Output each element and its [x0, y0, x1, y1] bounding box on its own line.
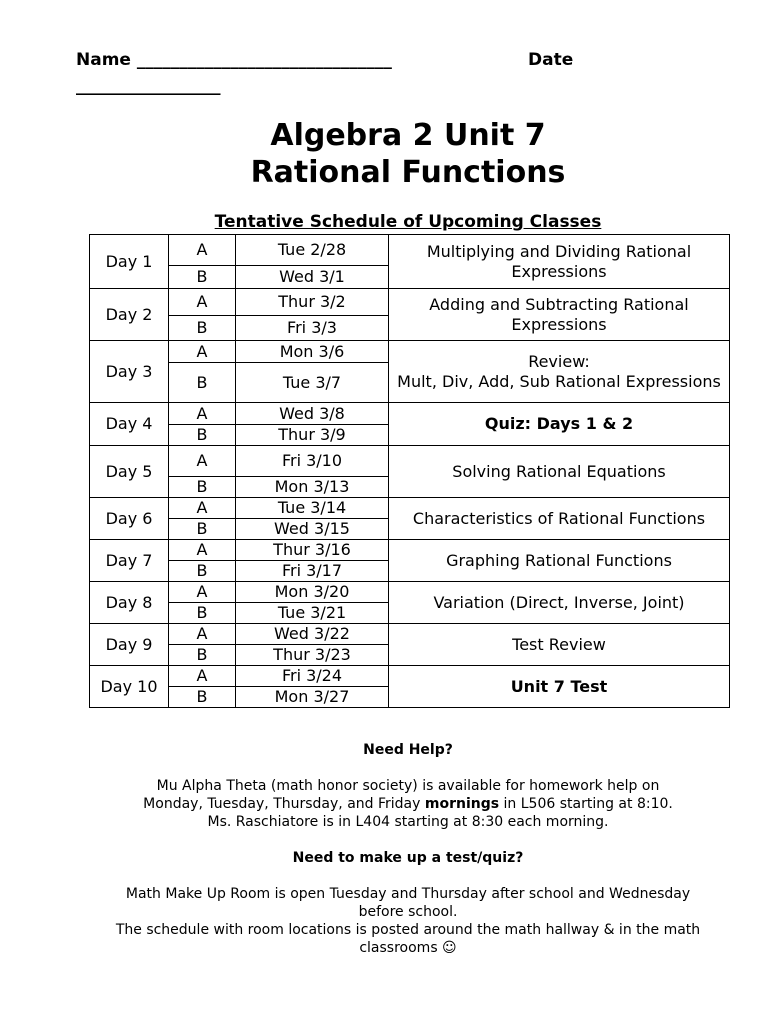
- topic-cell: Characteristics of Rational Functions: [389, 498, 730, 540]
- section-a-cell: A: [169, 498, 236, 519]
- day-cell: Day 2: [90, 289, 169, 341]
- makeup-heading: Need to make up a test/quiz?: [292, 850, 524, 866]
- table-row: [90, 289, 730, 316]
- schedule-table: [89, 234, 730, 708]
- topic-cell: Variation (Direct, Inverse, Joint): [389, 582, 730, 624]
- topic-cell: Quiz: Days 1 & 2: [389, 403, 730, 446]
- date-b-cell: Fri 3/3: [236, 316, 389, 341]
- topic-cell: Unit 7 Test: [389, 666, 730, 708]
- help-heading: Need Help?: [363, 742, 453, 758]
- section-b-cell: B: [169, 316, 236, 341]
- makeup-line-1: Math Make Up Room is open Tuesday and Thursday after school and Wednesday: [125, 886, 691, 902]
- date-b-cell: Thur 3/9: [236, 425, 389, 446]
- section-a-cell: A: [169, 446, 236, 477]
- topic-cell: Multiplying and Dividing Rational Expressions: [389, 235, 730, 289]
- section-b-cell: B: [169, 687, 236, 708]
- date-b-cell: Fri 3/17: [236, 561, 389, 582]
- makeup-line-2: before school.: [358, 904, 458, 920]
- section-b-cell: B: [169, 477, 236, 498]
- topic-cell: Review: Mult, Div, Add, Sub Rational Expressions: [389, 341, 730, 403]
- table-row: [90, 666, 730, 687]
- date-a-cell: Fri 3/10: [236, 446, 389, 477]
- date-a-cell: Thur 3/2: [236, 289, 389, 316]
- help-line-2-post: in L506 starting at 8:10.: [499, 796, 673, 812]
- makeup-line-4: classrooms ☺: [359, 940, 457, 956]
- date-a-cell: Wed 3/8: [236, 403, 389, 425]
- table-row: [90, 624, 730, 645]
- section-a-cell: A: [169, 624, 236, 645]
- help-line-2-bold: mornings: [424, 796, 500, 812]
- schedule-heading: Tentative Schedule of Upcoming Classes: [214, 212, 602, 232]
- section-a-cell: A: [169, 403, 236, 425]
- page-subtitle: Rational Functions: [250, 155, 566, 190]
- help-line-2: [0, 795, 770, 813]
- date-b-cell: Mon 3/13: [236, 477, 389, 498]
- day-cell: Day 6: [90, 498, 169, 540]
- name-field-label: Name ______________________________: [76, 50, 392, 70]
- section-b-cell: B: [169, 425, 236, 446]
- day-cell: Day 7: [90, 540, 169, 582]
- section-a-cell: A: [169, 582, 236, 603]
- help-line-3: Ms. Raschiatore is in L404 starting at 8:30 each morning.: [207, 814, 609, 830]
- day-cell: Day 9: [90, 624, 169, 666]
- table-row: [90, 446, 730, 477]
- date-b-cell: Tue 3/21: [236, 603, 389, 624]
- day-cell: Day 5: [90, 446, 169, 498]
- day-cell: Day 8: [90, 582, 169, 624]
- date-a-cell: Mon 3/6: [236, 341, 389, 363]
- date-a-cell: Tue 2/28: [236, 235, 389, 266]
- section-b-cell: B: [169, 645, 236, 666]
- table-row: [90, 235, 730, 266]
- date-a-cell: Wed 3/22: [236, 624, 389, 645]
- table-row: [90, 498, 730, 519]
- day-cell: Day 10: [90, 666, 169, 708]
- date-a-cell: Tue 3/14: [236, 498, 389, 519]
- section-b-cell: B: [169, 519, 236, 540]
- date-field-label: Date: [528, 50, 574, 70]
- date-a-cell: Fri 3/24: [236, 666, 389, 687]
- section-b-cell: B: [169, 603, 236, 624]
- day-cell: Day 4: [90, 403, 169, 446]
- section-a-cell: A: [169, 341, 236, 363]
- date-b-cell: Tue 3/7: [236, 363, 389, 403]
- topic-cell: Solving Rational Equations: [389, 446, 730, 498]
- help-line-1: Mu Alpha Theta (math honor society) is available for homework help on: [156, 778, 660, 794]
- table-row: [90, 403, 730, 425]
- date-a-cell: Mon 3/20: [236, 582, 389, 603]
- section-a-cell: A: [169, 289, 236, 316]
- section-b-cell: B: [169, 363, 236, 403]
- date-b-cell: Wed 3/1: [236, 266, 389, 289]
- section-b-cell: B: [169, 561, 236, 582]
- section-b-cell: B: [169, 266, 236, 289]
- date-b-cell: Mon 3/27: [236, 687, 389, 708]
- day-cell: Day 3: [90, 341, 169, 403]
- topic-cell: Adding and Subtracting Rational Expressions: [389, 289, 730, 341]
- page-title: Algebra 2 Unit 7: [270, 118, 546, 153]
- topic-cell: Test Review: [389, 624, 730, 666]
- date-a-cell: Thur 3/16: [236, 540, 389, 561]
- date-b-cell: Wed 3/15: [236, 519, 389, 540]
- makeup-line-3: The schedule with room locations is posted around the math hallway & in the math: [115, 922, 701, 938]
- table-row: [90, 540, 730, 561]
- section-a-cell: A: [169, 540, 236, 561]
- date-b-cell: Thur 3/23: [236, 645, 389, 666]
- day-cell: Day 1: [90, 235, 169, 289]
- table-row: [90, 341, 730, 363]
- table-row: [90, 582, 730, 603]
- section-a-cell: A: [169, 666, 236, 687]
- help-line-2-pre: Monday, Tuesday, Thursday, and Friday: [143, 796, 425, 812]
- topic-cell: Graphing Rational Functions: [389, 540, 730, 582]
- section-a-cell: A: [169, 235, 236, 266]
- date-blank-line: _________________: [76, 76, 221, 96]
